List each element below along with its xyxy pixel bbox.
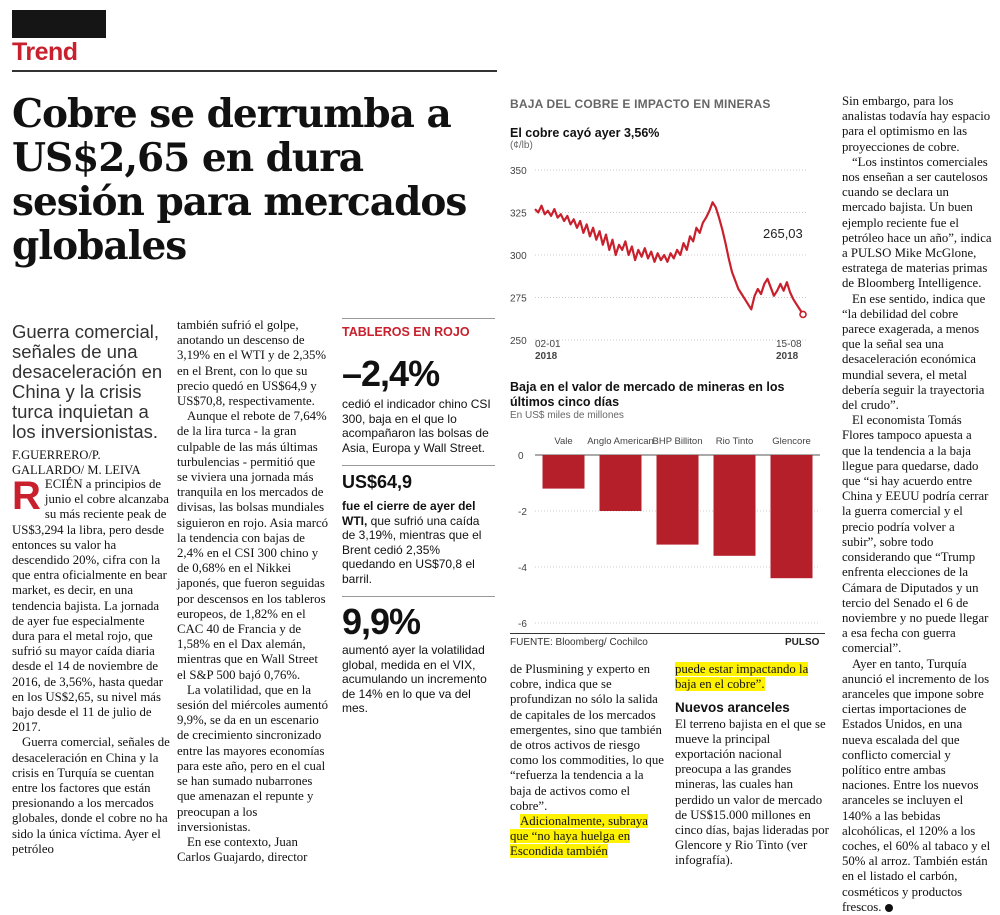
bar-anglo-american bbox=[600, 455, 642, 511]
y-tick-label: -6 bbox=[518, 619, 527, 630]
y-tick-label: 300 bbox=[510, 251, 527, 262]
infographic-source: FUENTE: Bloomberg/ Cochilco bbox=[510, 637, 648, 648]
y-tick-label: -2 bbox=[518, 507, 527, 518]
y-tick-label: 275 bbox=[510, 293, 527, 305]
lede: Guerra comercial, señales de una desaceleración en China y la crisis turca inquietan a los inversionistas. bbox=[12, 321, 163, 442]
x-tick-end-date: 15-08 bbox=[776, 339, 802, 350]
category-label: Rio Tinto bbox=[715, 436, 754, 447]
col6-paragraph-5: Ayer en tanto, Turquía anunció el incremento de los aranceles que impone sobre ciertas importaciones de Estados Unidos, en una nueva escalada del que conflicto comercial y político entre ambas naciones. Entre los nuevos aranceles se incluyen el 140% a las bebidas alcohólicas, el 120% a los coches, el 60% al tabaco y el 50% al arroz. También están en el listado el carbón, cosméticos y productos frescos. bbox=[842, 656, 991, 914]
copper-line-chart bbox=[500, 155, 830, 370]
col2-paragraph-2: Aunque el rebote de 7,64% de la lira turca - la gran culpable de las más últimas turbulencias - permitió que se viviera una jornada más tranquila en los mercados de divisas, las bolsas mundiales siguieron en rojo. Asia marcó la tendencia con bajas de 2,4% en el CSI 300 chino y de 0,68% en el Nikkei japonés, que fueron seguidas por descensos en los tableros europeos, de 1,82% en el CAC 40 de Francia y de 1,58% en el Dax alemán, mientras que en Wall Street el S&P 500 bajó 0,76%. bbox=[177, 409, 329, 682]
x-tick-start-year: 2018 bbox=[535, 351, 558, 362]
col6-paragraph-3: En ese sentido, indica que “la debilidad del cobre parece exagerada, a menos que la señal sea una desaceleración económica mundial severa, el metal debería seguir la trayectoria del crudo”. bbox=[842, 291, 986, 413]
stat-wti-value: US$64,9 bbox=[342, 472, 413, 492]
y-tick-label: 250 bbox=[510, 336, 527, 347]
copper-price-line bbox=[535, 202, 803, 314]
copper-last-value: 265,03 bbox=[763, 226, 803, 241]
col6-paragraph-4: El economista Tomás Flores tampoco apuesta a que la tendencia a la baja llegue para quedarse, dado que “si hay acuerdo entre China y EEUU podría cerrar la guerra comercial y el precio podría volver a subir”, sobre todo considerando que “Trump enfrenta elecciones de la Cámara de Diputados y un tercio del Senado el 6 de noviembre y no puede llegar a esa fecha con guerra comercial”. bbox=[842, 413, 989, 656]
bar-chart-unit: En US$ miles de millones bbox=[510, 410, 624, 421]
infographic-rule bbox=[510, 633, 825, 634]
column-5 bbox=[675, 662, 830, 869]
y-tick-label: -4 bbox=[518, 563, 527, 574]
category-label: BHP Billiton bbox=[652, 436, 703, 447]
headline: Cobre se derrumba a US$2,65 en dura sesión para mercados globales bbox=[12, 91, 467, 269]
byline: F.GUERRERO/P. GALLARDO/ M. LEIVA bbox=[12, 448, 141, 477]
col6-paragraph-2: “Los instintos comerciales nos enseñan a ser cautelosos cuando se declara un mercado bajista. Un buen ejemplo reciente fue el petróleo hace un año”, indica a PULSO Mike McGlone, estratega de materias primas de Bloomberg Intelligence. bbox=[842, 154, 992, 291]
end-mark-icon bbox=[885, 904, 893, 912]
col2-paragraph-4: En ese contexto, Juan Carlos Guajardo, director bbox=[177, 834, 308, 865]
col4-highlight: Adicionalmente, subraya que “no haya huelga en Escondida también bbox=[510, 814, 648, 859]
section-rule bbox=[12, 70, 497, 72]
sidebar-rule-top bbox=[342, 318, 495, 319]
column-4 bbox=[510, 662, 665, 860]
category-label: Vale bbox=[554, 436, 573, 447]
line-chart-unit: (¢/lb) bbox=[510, 140, 533, 151]
subhead-nuevos-aranceles: Nuevos aranceles bbox=[675, 700, 790, 716]
infographic-header: BAJA DEL COBRE E IMPACTO EN MINERAS bbox=[510, 97, 771, 111]
stat-vix-value: 9,9% bbox=[342, 601, 421, 642]
col5-paragraph-1: El terreno bajista en el que se mueve la principal exportación nacional preocupa a las grandes mineras, las cuales han perdido un valor de mercado de US$15.000 millones en cinco días, bajas lideradas por Glencore y Rio Tinto (ver infografía). bbox=[675, 716, 829, 868]
col5-highlight: puede estar impactando la baja en el cobre”. bbox=[675, 662, 809, 692]
category-label: Anglo American bbox=[587, 436, 654, 447]
copper-last-point bbox=[800, 311, 806, 317]
bar-vale bbox=[543, 455, 585, 489]
masthead-bar bbox=[12, 10, 106, 38]
stat-csi-text: cedió el indicador chino CSI 300, baja en el que lo acompañaron las bolsas de Asia, Europa y Wall Street. bbox=[342, 397, 491, 455]
stat-vix-text: aumentó ayer la volatilidad global, medida en el VIX, acumulando un incremento de 14% en lo que va del mes. bbox=[342, 643, 487, 715]
sidebar-title: TABLEROS EN ROJO bbox=[342, 325, 470, 339]
sidebar-rule-3 bbox=[342, 596, 495, 597]
y-tick-label: 0 bbox=[518, 451, 524, 462]
col4-paragraph-1: de Plusmining y experto en cobre, indica que se profundizan no sólo la salida de capitales de los mercados emergentes, sino que también de otros activos de riesgo como los commodities, lo que “refuerza la tendencia a la baja de activos como el cobre”. bbox=[510, 662, 664, 813]
bar-rio-tinto bbox=[714, 455, 756, 556]
line-chart-title: El cobre cayó ayer 3,56% bbox=[510, 126, 660, 140]
y-tick-label: 325 bbox=[510, 208, 527, 220]
y-tick-label: 350 bbox=[510, 166, 527, 177]
section-label: Trend bbox=[12, 38, 78, 66]
column-1 bbox=[12, 474, 170, 857]
x-tick-start-date: 02-01 bbox=[535, 339, 561, 350]
bar-chart-title: Baja en el valor de mercado de mineras en los últimos cinco días bbox=[510, 380, 785, 409]
stat-csi-value: –2,4% bbox=[342, 353, 440, 394]
dropcap: R bbox=[12, 474, 41, 518]
col2-paragraph-1: también sufrió el golpe, anotando un descenso de 3,19% en el WTI y de 2,35% en el Brent, con lo que su precio quedó en US$64,9 y US$70,8, respectivamente. bbox=[177, 318, 327, 409]
column-6 bbox=[842, 94, 992, 915]
stat-wti-text: fue el cierre de ayer del WTI, que sufrió una caída de 3,19%, mientras que el Brent cedió 2,35% quedando en US$70,8 el barril. bbox=[342, 499, 482, 586]
col1-paragraph-2: Guerra comercial, señales de desaceleración en China y la crisis en Turquía se cuentan entre los factores que están presionando a los mercados globales, donde el cobre no ha sido la única víctima. Ayer el petróleo bbox=[12, 735, 170, 856]
sidebar-rule-2 bbox=[342, 465, 495, 466]
mining-bar-chart bbox=[500, 428, 830, 633]
col1-paragraph-1: RECIÉN a principios de junio el cobre alcanzaba su más reciente peak de US$3,294 la libra, pero desde entonces su valor ha descendido 20%, cifra con la que entra oficialmente en bear market, es decir, en una tendencia bajista. La jornada de ayer fue especialmente dura para el metal rojo, que sufrió su mayor caída diaria desde el 14 de noviembre de 2016, de 3,56%, hasta quedar en los US$2,65, su nivel más bajo desde el 11 de julio de 2017. bbox=[12, 474, 169, 735]
col2-paragraph-3: La volatilidad, que en la sesión del miércoles aumentó 9,9%, se da en un escenario de crecimiento sincronizado entre las mayores economías para este año, pero en el cual se han sumado nubarrones que amenazan el repunte y preocupan a los inversionistas. bbox=[177, 682, 329, 834]
bar-glencore bbox=[771, 455, 813, 578]
column-2 bbox=[177, 318, 329, 865]
category-label: Glencore bbox=[772, 436, 811, 447]
bar-bhp-billiton bbox=[657, 455, 699, 545]
sidebar-tableros bbox=[342, 318, 495, 716]
infographic-brand: PULSO bbox=[785, 637, 820, 648]
col6-paragraph-1: Sin embargo, para los analistas todavía hay espacio para el optimismo en las proyecciones de cobre. bbox=[842, 94, 991, 154]
x-tick-end-year: 2018 bbox=[776, 351, 799, 362]
